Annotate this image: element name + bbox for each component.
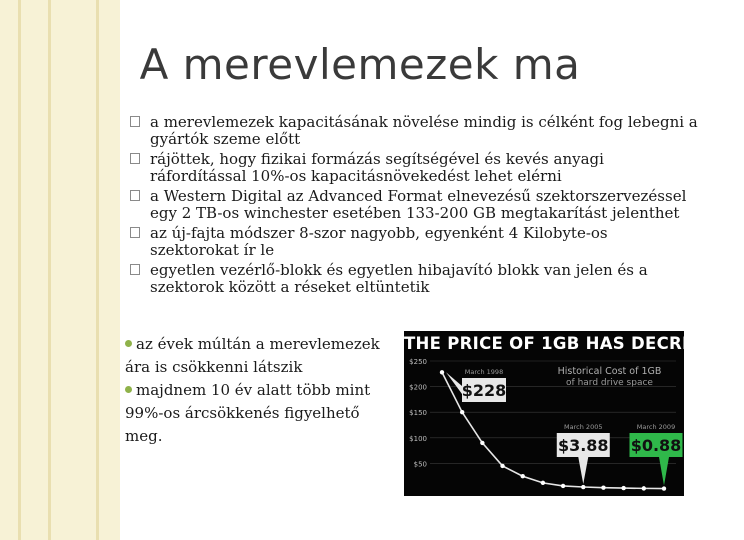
chart-plot [404,331,744,496]
annotation-pointer [446,372,462,394]
data-point [621,486,625,490]
annotation-date: March 1998 [464,368,504,376]
data-point [521,474,525,478]
bullet-text: a Western Digital az Advanced Format elnevezésű szektorszervezéssel egy 2 TB-os winchester esetében 133-200 GB megtakarítást jelenthet [150,187,687,222]
paragraph-text: majdnem 10 év alatt több mint 99%-os árcsökkenés figyelhető meg. [125,381,371,445]
bullet-item [128,225,698,259]
chart-subtitle-2: of hard drive space [566,378,653,388]
data-point [581,485,585,489]
y-tick-label: $150 [409,409,427,418]
bullet-text: a merevlemezek kapacitásának növelése mindig is célként fog lebegni a gyártók szeme előtt [150,113,698,148]
data-point [541,481,545,485]
annotation-pointer [578,457,588,484]
annotation-date: March 2005 [564,423,603,431]
y-tick-label: $100 [409,434,427,443]
bullet-item [128,114,698,148]
price-chart [404,331,744,496]
paragraph-text: az évek múltán a merevlemezek ára is csökkenni látszik [125,335,380,376]
annotation-pointer [659,457,669,486]
slide-title: A merevlemezek ma [139,40,581,89]
data-point [460,410,464,414]
bullet-text: rájöttek, hogy fizikai formázás segítségével és kevés anyagi ráfordítással 10%-os kapacitásnövekedést lehet elérni [150,150,604,185]
price-paragraph [125,333,390,448]
y-tick-label: $250 [409,358,427,366]
data-point [440,370,444,374]
annotation-date: March 2009 [636,423,676,431]
green-dot-icon [125,386,132,393]
green-dot-icon [125,340,132,347]
data-point [662,486,666,490]
checkbox-bullet-icon [130,190,140,201]
data-point [561,484,565,488]
data-point [500,464,504,468]
annotation-value: $228 [461,381,507,400]
checkbox-bullet-icon [130,153,140,164]
y-tick-label: $200 [409,383,427,392]
bullet-item [128,188,698,222]
y-tick-label: $50 [413,460,427,469]
data-point [601,486,605,490]
chart-title: THE PRICE OF 1GB HAS DECREASED [404,334,744,353]
data-point [642,486,646,490]
data-point [480,441,484,445]
chart-subtitle: Historical Cost of 1GB [557,366,662,377]
bullet-text: az új-fajta módszer 8-szor nagyobb, egyenként 4 Kilobyte-os szektorokat ír le [150,224,608,259]
checkbox-bullet-icon [130,264,140,275]
bullet-item [128,151,698,185]
bullet-text: egyetlen vezérlő-blokk és egyetlen hibajavító blokk van jelen és a szektorok között a réseket eltüntetik [150,261,648,296]
bullet-list [128,114,698,299]
checkbox-bullet-icon [130,227,140,238]
bullet-item [128,262,698,296]
annotation-value: $0.88 [630,436,682,455]
checkbox-bullet-icon [130,116,140,127]
annotation-value: $3.88 [557,436,609,455]
